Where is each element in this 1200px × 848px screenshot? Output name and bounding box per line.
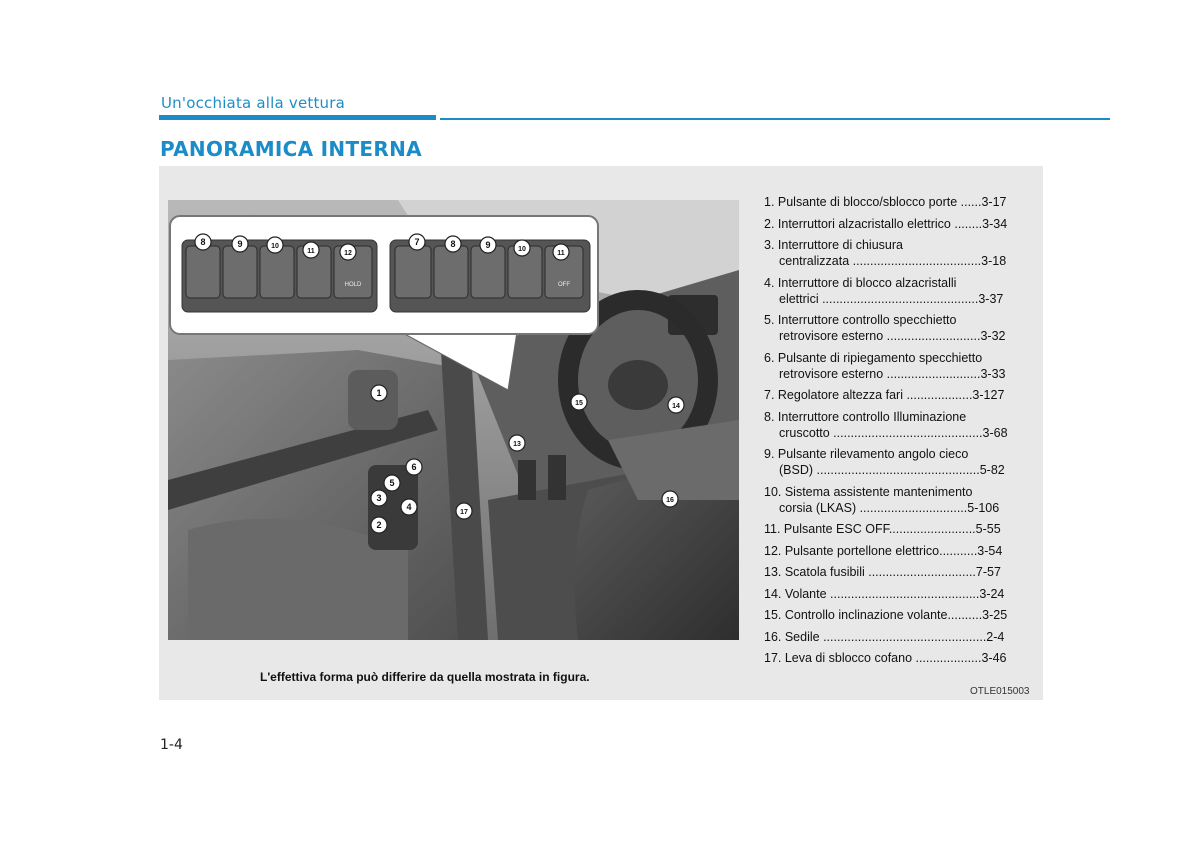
callout-11b: 11 bbox=[557, 250, 565, 257]
section-title: Un'occhiata alla vettura bbox=[161, 94, 346, 112]
header-rule-thick bbox=[159, 115, 436, 120]
callout-10a: 10 bbox=[271, 243, 279, 250]
legend-item: 9. Pulsante rilevamento angolo cieco (BSD) ...............................................5-82 bbox=[764, 447, 1005, 477]
callout-1: 1 bbox=[376, 388, 382, 398]
legend-item: 14. Volante ...........................................3-24 bbox=[764, 586, 1005, 601]
callout-12: 12 bbox=[344, 250, 352, 257]
callout-14: 14 bbox=[672, 403, 680, 410]
legend-item: 3. Interruttore di chiusura centralizzata .....................................3-18 bbox=[764, 238, 1007, 268]
callout-4: 4 bbox=[406, 502, 412, 512]
legend-item: 5. Interruttore controllo specchietto retrovisore esterno ...........................3-32 bbox=[764, 313, 1006, 343]
callout-3: 3 bbox=[376, 493, 382, 503]
callout-15: 15 bbox=[575, 400, 583, 407]
legend-item: 10. Sistema assistente mantenimento corsia (LKAS) ...............................5-106 bbox=[764, 484, 1000, 515]
legend-item: 17. Leva di sblocco cofano ...................3-46 bbox=[764, 651, 1007, 665]
tailgate-hold-label: HOLD bbox=[344, 282, 362, 288]
callout-17: 17 bbox=[460, 509, 468, 516]
component-legend bbox=[764, 194, 1034, 672]
callout-6: 6 bbox=[411, 462, 417, 472]
legend-item: 13. Scatola fusibili ...............................7-57 bbox=[764, 565, 1001, 579]
interior-illustration bbox=[168, 200, 739, 640]
callout-8a: 8 bbox=[200, 237, 206, 247]
legend-item: 7. Regolatore altezza fari ...................3-127 bbox=[764, 388, 1005, 402]
callout-2: 2 bbox=[376, 520, 382, 530]
page-number: 1-4 bbox=[160, 737, 183, 753]
legend-item: 1. Pulsante di blocco/sblocco porte ......3-17 bbox=[764, 195, 1007, 209]
header-rule-thin bbox=[440, 118, 1110, 120]
legend-item: 11. Pulsante ESC OFF.........................5-55 bbox=[764, 522, 1001, 536]
esc-off-label: OFF bbox=[558, 282, 570, 288]
callout-10b: 10 bbox=[518, 246, 526, 253]
legend-item: 8. Interruttore controllo Illuminazione cruscotto ...........................................3-68 bbox=[764, 409, 1008, 440]
legend-item: 15. Controllo inclinazione volante..........3-25 bbox=[764, 608, 1008, 622]
legend-item: 12. Pulsante portellone elettrico...........3-54 bbox=[764, 543, 1003, 558]
legend-item: 4. Interruttore di blocco alzacristalli elettrici .............................................3-37 bbox=[764, 275, 1004, 306]
callout-13: 13 bbox=[513, 441, 521, 448]
legend-item: 2. Interruttori alzacristallo elettrico ........3-34 bbox=[764, 216, 1008, 231]
callout-11a: 11 bbox=[307, 248, 315, 255]
callout-9b: 9 bbox=[485, 240, 491, 250]
callout-7: 7 bbox=[414, 237, 420, 247]
figure-caption: L'effettiva forma può differire da quella mostrata in figura. bbox=[260, 670, 590, 684]
legend-item: 6. Pulsante di ripiegamento specchietto retrovisore esterno ...........................3-33 bbox=[764, 350, 1006, 381]
callout-8b: 8 bbox=[450, 239, 456, 249]
figure-code: OTLE015003 bbox=[970, 686, 1030, 697]
legend-item: 16. Sedile ...............................................2-4 bbox=[764, 629, 1005, 644]
page-heading: PANORAMICA INTERNA bbox=[160, 137, 422, 161]
callout-5: 5 bbox=[389, 478, 395, 488]
callout-9a: 9 bbox=[237, 239, 243, 249]
callout-16: 16 bbox=[666, 497, 674, 504]
